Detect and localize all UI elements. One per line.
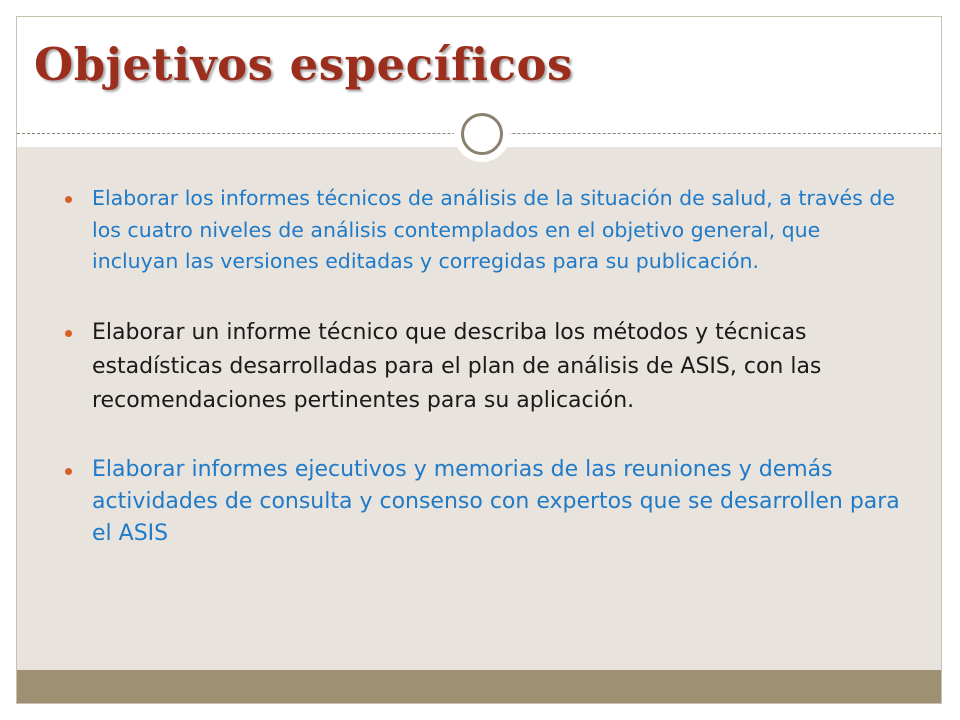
bullet-text: Elaborar un informe técnico que describa los métodos y técnicas estadísticas desarrolladas para el plan de análisis de ASIS, con las recomendaciones pertinentes para su aplicación. bbox=[92, 319, 822, 413]
bullet-dot-icon bbox=[65, 468, 72, 475]
bullet-text: Elaborar los informes técnicos de análisis de la situación de salud, a través de los cuatro niveles de análisis contemplados en el objetivo general, que incluyan las versiones editadas y corregidas para su publicación. bbox=[92, 186, 895, 273]
bullet-list bbox=[62, 183, 902, 550]
bullet-dot-icon bbox=[65, 330, 72, 337]
bullet-dot-icon bbox=[65, 196, 72, 203]
list-item bbox=[62, 454, 902, 550]
slide-title: Objetivos específicos bbox=[34, 38, 573, 91]
list-item bbox=[62, 316, 902, 418]
bullet-text: Elaborar informes ejecutivos y memorias de las reuniones y demás actividades de consulta y consenso con expertos que se desarrollen para el ASIS bbox=[92, 456, 900, 546]
list-item bbox=[62, 183, 902, 278]
